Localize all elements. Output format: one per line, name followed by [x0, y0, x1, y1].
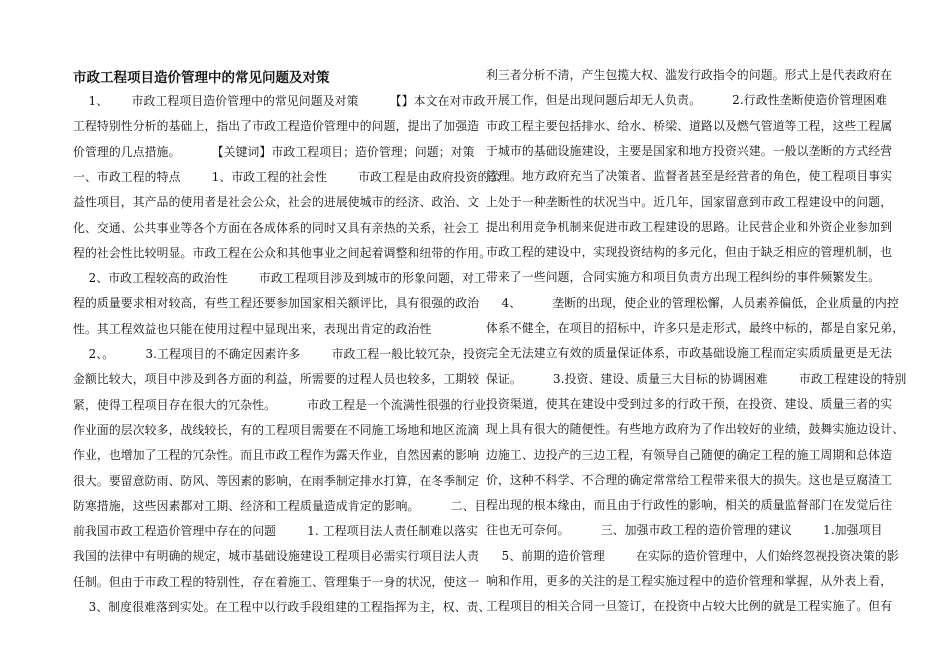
document-title: 市政工程项目造价管理中的常见问题及对策 [73, 70, 330, 86]
text-line: 上处于一种垄断性的状况当中。近几年，国家留意到市政工程建设中的问题， [486, 194, 893, 209]
text-line: 利三者分析不清，产生包揽大权、滥发行政指令的问题。形式上是代表政府在 [486, 68, 893, 82]
text-line: 防寒措施，这些因素都对工期、经济和工程质量造成肯定的影响。 二、目 [73, 498, 487, 513]
text-line: 于城市的基础设施建设，主要是国家和地方投资兴建。一般以垄断的方式经营 [486, 143, 893, 158]
text-line: 完全无法建立有效的质量保证体系，市政基础设施工程而定实质质量更是无法 [486, 346, 893, 361]
text-line: 化、交通、公共事业等各个方面在各成体系的同时又具有亲热的关系，社会工 [73, 220, 480, 235]
text-line: 一、市政工程的特点 1、市政工程的社会性 市政工程是由政府投资的公 [73, 169, 502, 184]
text-line: 响和作用，更多的关注的是工程实施过程中的造价管理和掌握，从外表上看， [486, 574, 893, 588]
text-line: 体系不健全，在项目的招标中，许多只是走形式，最终中标的，都是自家兄弟， [486, 321, 905, 335]
text-line: 管理。地方政府充当了决策者、监督者甚至是经营者的角色，使工程项目事实 [486, 169, 893, 184]
text-line: 带来了一些问题，合同实施方和项目负责方出现工程纠纷的事件频繁发生。 [486, 270, 881, 285]
text-line: 开展工作，但是出现问题后却无人负责。 2.行政性垄断使造价管理困难 [486, 93, 888, 108]
text-line: 1、 市政工程项目造价管理中的常见问题及对策 【】本文在对市政 [73, 94, 486, 108]
text-line: 前我国市政工程造价管理中存在的问题 1. 工程项目法人责任制难以落实 [73, 524, 479, 539]
text-line: 我国的法律中有明确的规定，城市基础设施建设工程项目必需实行项目法人责 [73, 549, 480, 564]
text-line: 作业，也增加了工程的冗杂性。而且市政工程作为露天作业，自然因素的影响 [73, 448, 480, 463]
text-line: 投资渠道，使其在建设中受到过多的行政干预，在投资、建设、质量三者的实 [486, 396, 893, 411]
text-line: 2、市政工程较高的政治性 市政工程项目涉及到城市的形象问题，对工 [73, 271, 486, 286]
text-line: 往也无可奈何。 三、加强市政工程的造价管理的建议 1.加强项目 [486, 523, 883, 538]
text-line: 性。其工程效益也只能在使用过程中显现出来，表现出肯定的政治性 [73, 321, 432, 336]
text-line: 提出利用竞争机制来促进市政工程建设的思路。让民营企业和外资企业参加到 [486, 219, 893, 234]
text-line: 程的社会性比较明显。市政工程在公众和其他事业之间起着调整和纽带的作用。 [73, 245, 492, 260]
text-line: 益性项目，其产品的使用者是社会公众，社会的进展使城市的经济、政治、文 [73, 195, 480, 210]
text-line: 4、 垄断的出现，使企业的管理松懈，人员素养偏低，企业质量的内控 [486, 295, 899, 310]
text-line: 作业面的层次较多，战线较长，有的工程项目需要在不同施工场地和地区流滴 [73, 422, 480, 437]
text-line: 5、前期的造价管理 在实际的造价管理中，人们始终忽视投资决策的影 [486, 548, 899, 563]
text-line: 紧，使得工程项目存在很大的冗杂性。 市政工程是一个流满性很强的行业， [73, 397, 499, 412]
text-line: 程出现的根本缘由，而且由于行政性的影响，相关的质量监督部门在发觉后往 [486, 498, 893, 513]
text-line: 现上具有很大的随便性。有些地方政府为了作出较好的业绩，鼓舞实施边设计、 [486, 422, 905, 437]
text-line: 市政工程主要包括排水、给水、桥梁、道路以及燃气管道等工程，这些工程属 [486, 118, 893, 133]
text-line: 任制。但由于市政工程的特别性，存在着施工、管理集于一身的状况，使这一 [73, 574, 480, 589]
text-line: 工程项目的相关合同一旦签订，在投资中占较大比例的就是工程实施了。但有 [486, 599, 893, 614]
text-line: 边施工、边投产的三边工程，有领导自己随便的确定工程的施工周期和总体造 [486, 447, 893, 462]
text-line: 2、。 3.工程项目的不确定因素许多 市政工程一般比较冗杂，投资 [73, 347, 487, 361]
text-line: 价管理的几点措施。 【关键词】市政工程项目；造价管理；问题；对策 [73, 144, 475, 159]
text-line: 价，这种不科学、不合理的确定常常给工程带来很大的损失。这也是豆腐渣工 [486, 472, 893, 487]
text-line: 金额比较大，项目中涉及到各方面的利益，所需要的过程人员也较多，工期较 [73, 372, 480, 387]
text-line: 程的质量要求相对较高，有些工程还要参加国家相关额评比，具有很强的政治 [73, 296, 480, 311]
text-line: 很大。要留意防雨、防风、等因素的影响，在雨季制定排水打算，在冬季制定 [73, 473, 480, 488]
text-line: 3、制度很难落到实处。在工程中以行政手段组建的工程指挥为主，权、责、 [73, 600, 491, 614]
text-line: 保证。 3.投资、建设、质量三大目标的协调困难 市政工程建设的特别 [486, 371, 907, 386]
text-line: 工程特别性分析的基础上，指出了市政工程造价管理中的问题，提出了加强造 [73, 119, 480, 134]
text-line: 市政工程的建设中，实现投资结构的多元化，但由于缺乏相应的管理机制，也 [486, 245, 893, 260]
